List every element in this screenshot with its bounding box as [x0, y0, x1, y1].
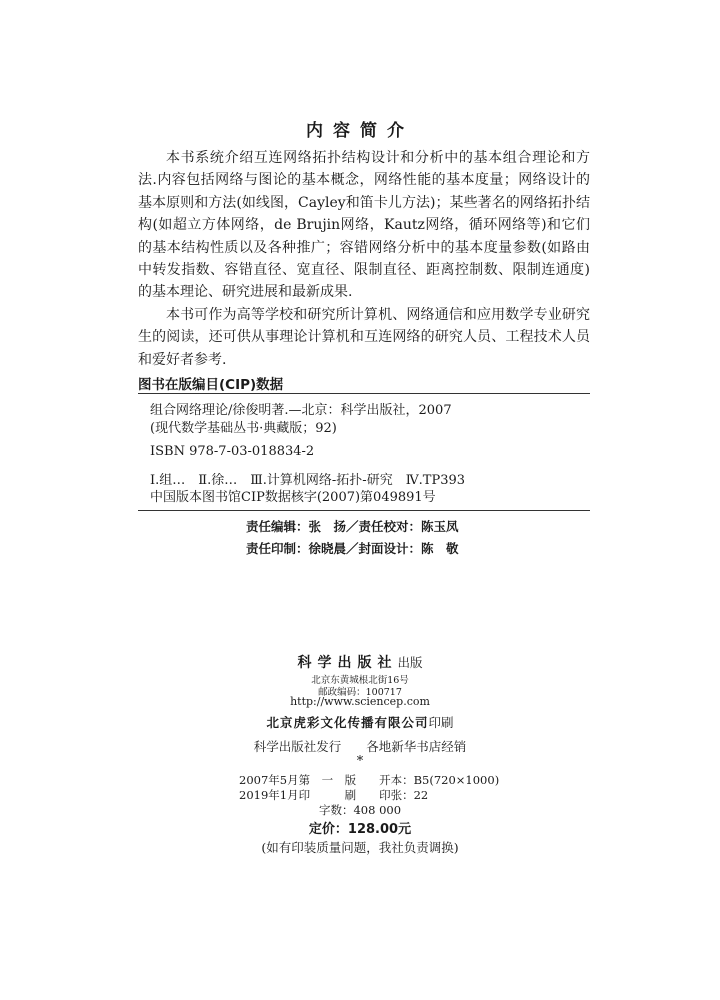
quality-notice: (如有印装质量问题，我社负责调换)	[261, 840, 459, 855]
publisher-address: 北京东黄城根北街16号	[311, 675, 409, 686]
staff-editors: 责任编辑：张 扬／责任校对：陈玉凤	[246, 519, 459, 534]
publisher-name: 科学出版社	[297, 655, 398, 671]
intro-paragraph-2: 本书可作为高等学校和研究所计算机、网络通信和应用数学专业研究生的阅读，还可供从事理论计算机和互连网络的研究人员、工程技术人员和爱好者参考.	[138, 306, 590, 368]
printer-name: 北京虎彩文化传播有限公司	[266, 715, 429, 730]
publisher-postcode: 邮政编码：100717	[318, 687, 402, 698]
cip-title-line: 组合网络理论/徐俊明著.—北京：科学出版社，2007	[150, 403, 452, 418]
publisher-suffix: 出版	[397, 655, 423, 670]
cip-heading: 图书在版编目(CIP)数据	[138, 377, 284, 393]
separator-star: *	[356, 754, 364, 769]
edition-line-1: 2007年5月第 一 版 开本：B5(720×1000)	[239, 773, 500, 787]
publisher-website: http://www.sciencep.com	[290, 695, 430, 708]
cip-classification: Ⅰ.组… Ⅱ.徐… Ⅲ.计算机网络-拓扑-研究 Ⅳ.TP393	[150, 473, 466, 488]
printer-line	[0, 712, 720, 731]
price: 定价：128.00元	[308, 822, 412, 837]
cip-isbn: ISBN 978-7-03-018834-2	[150, 444, 315, 459]
printer-suffix: 印刷	[428, 715, 454, 730]
staff-production: 责任印制：徐晓晨／封面设计：陈 敬	[246, 541, 459, 556]
cip-top-rule	[138, 393, 590, 394]
word-count: 字数：408 000	[318, 803, 402, 817]
edition-line-2: 2019年1月印 刷 印张：22	[239, 788, 429, 802]
intro-title: 内容简介	[306, 121, 414, 141]
publisher-line	[0, 652, 720, 672]
distribution-line: 科学出版社发行 各地新华书店经销	[253, 739, 467, 754]
intro-paragraph-1: 本书系统介绍互连网络拓扑结构设计和分析中的基本组合理论和方法.内容包括网络与图论的基本概念，网络性能的基本度量；网络设计的基本原则和方法(如线图，Cayley和笛卡儿方法)；某些著名的网络拓扑结构(如超立方体网络，de Brujin网络，Kautz网络，循环网络等)和它们的基本结构性质以及各种推广；容错网络分析中的基本度量参数(如路由中转发指数、容错直径、宽直径、限制直径、距离控制数、限制连通度)的基本理论、研究进展和最新成果.	[138, 150, 590, 301]
cip-bottom-rule	[138, 510, 590, 511]
cip-series-line: (现代数学基础丛书·典藏版；92)	[150, 421, 337, 436]
cip-number: 中国版本图书馆CIP数据核字(2007)第049891号	[150, 490, 436, 505]
intro-body	[138, 147, 590, 371]
